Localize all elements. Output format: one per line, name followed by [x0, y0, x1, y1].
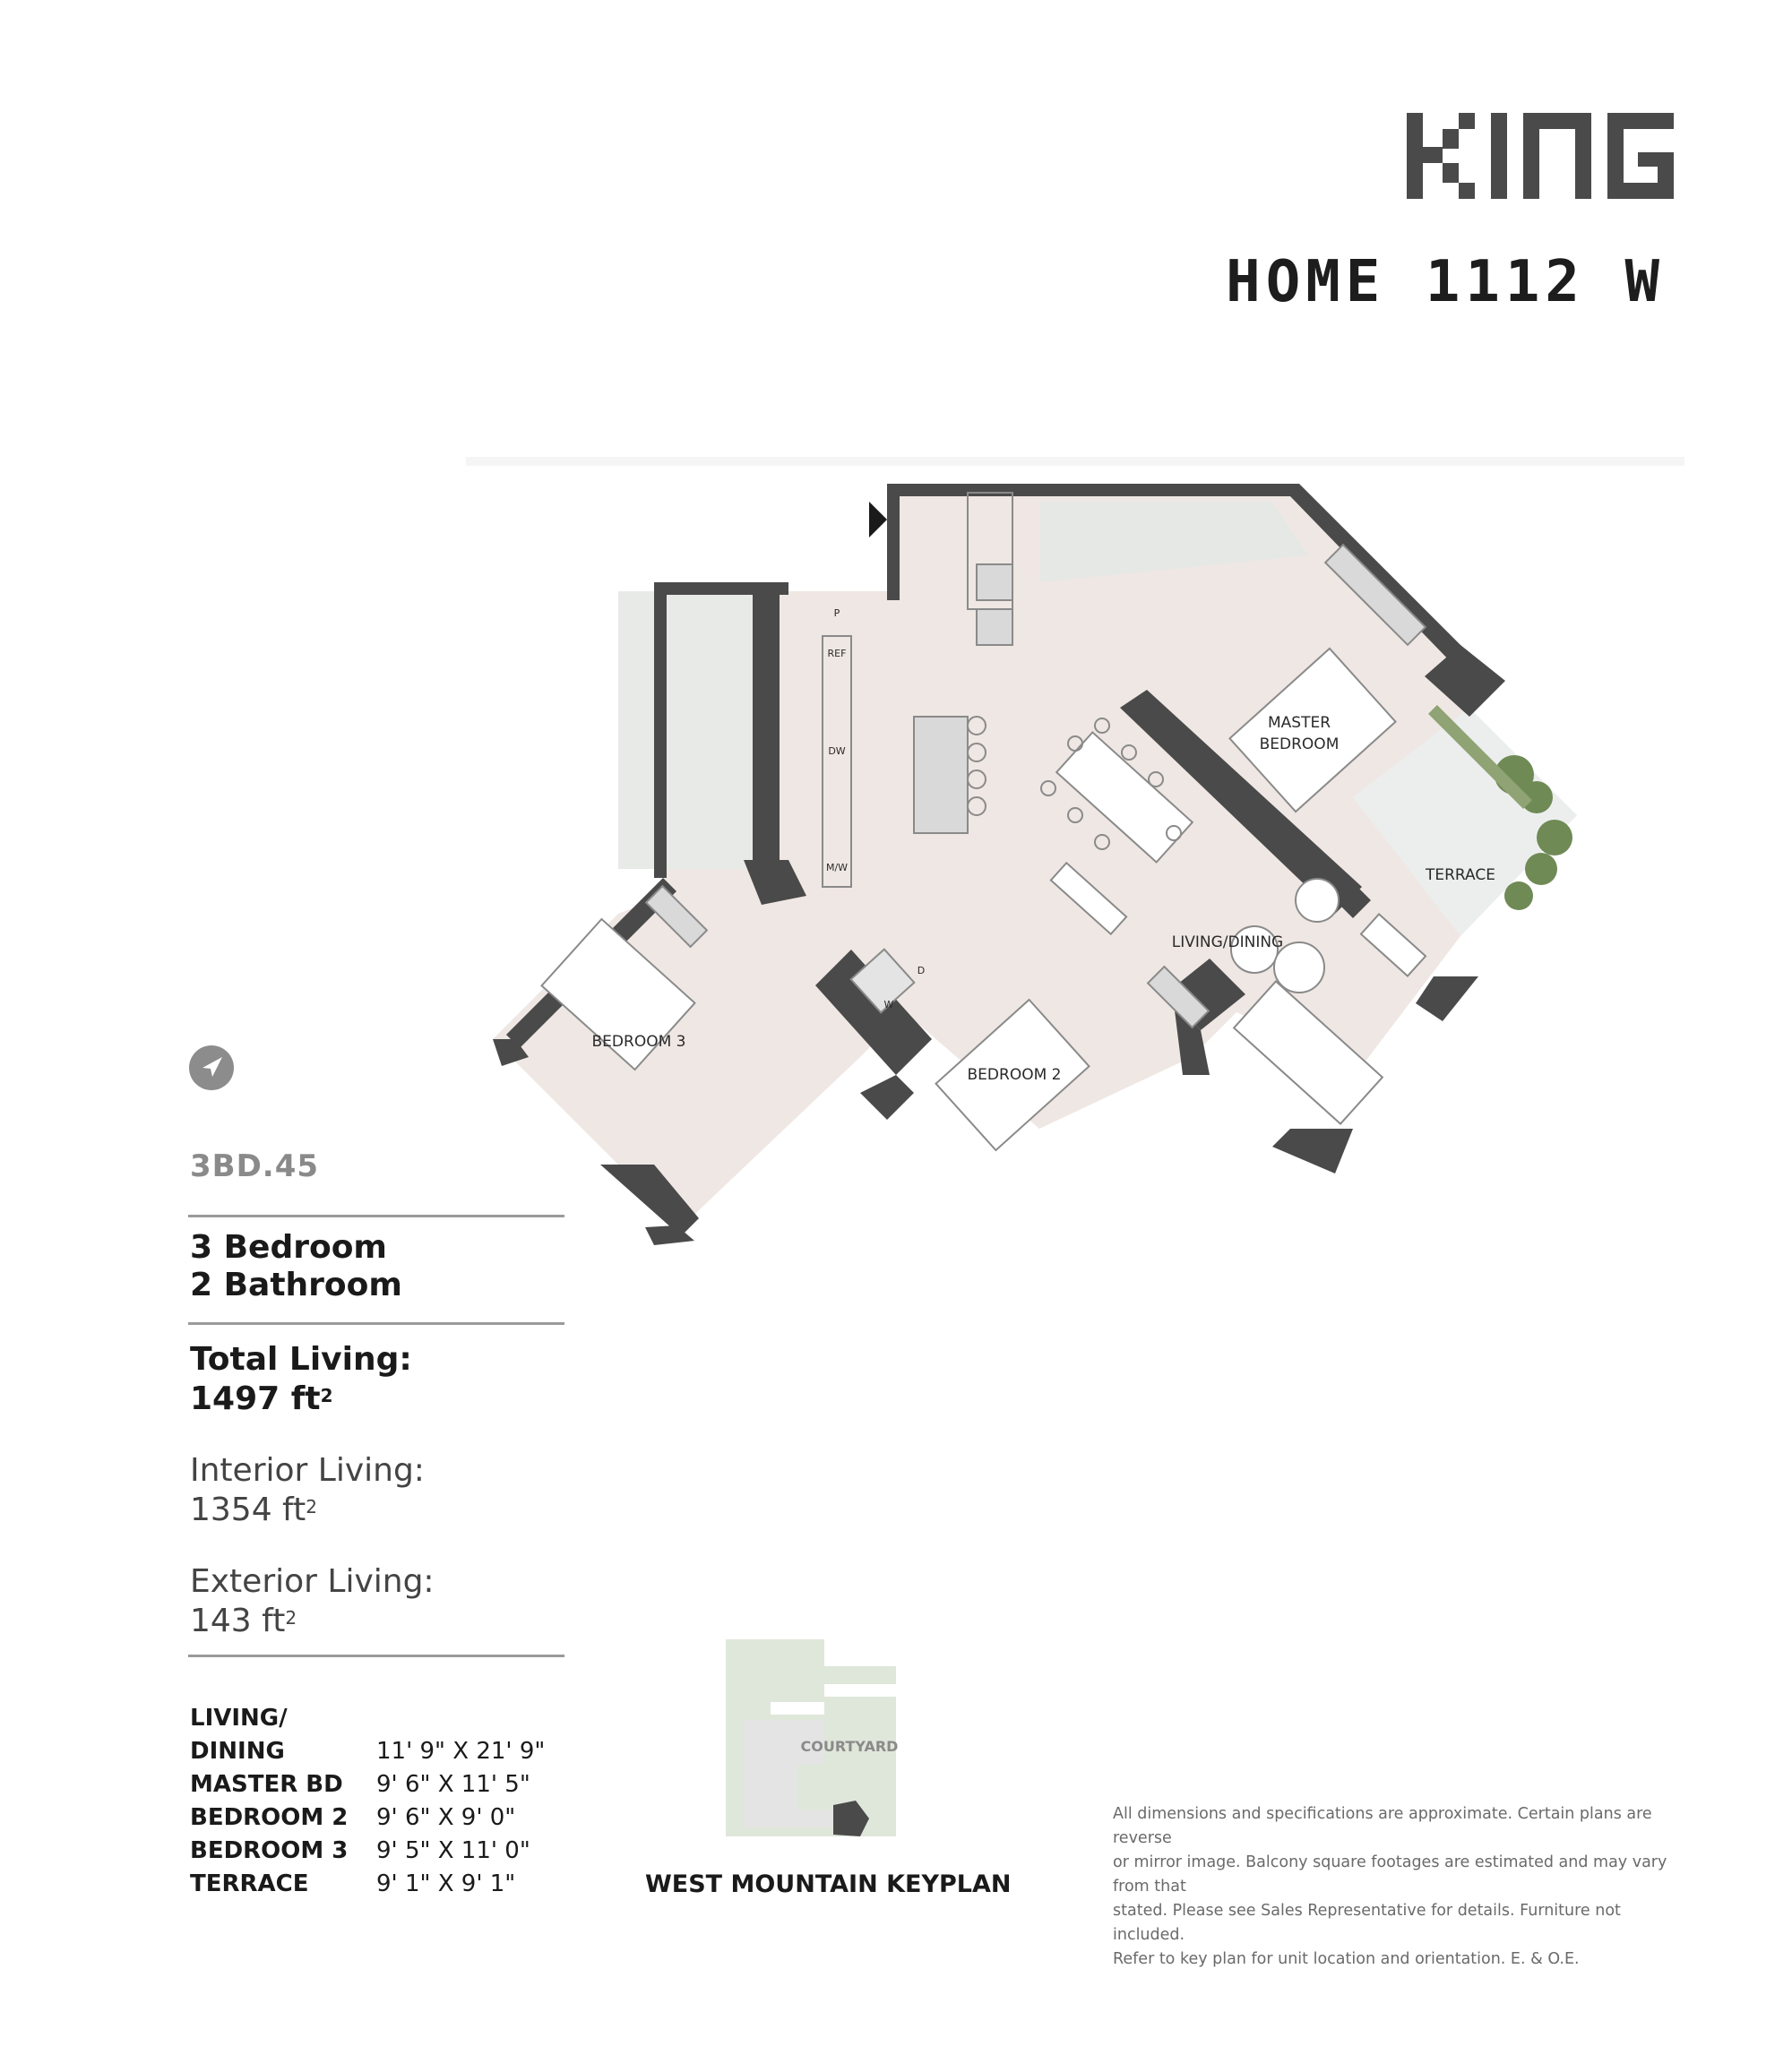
- disclaimer-line: stated. Please see Sales Representative for details. Furniture not included.: [1113, 1902, 1621, 1944]
- king-logo: [1407, 113, 1674, 199]
- dimension-row: [190, 1702, 545, 1735]
- room-dimensions: [190, 1702, 545, 1901]
- divider: [188, 1322, 564, 1325]
- interior-living-value: [190, 1491, 425, 1530]
- dimension-room: TERRACE: [190, 1870, 309, 1897]
- divider: [188, 1655, 564, 1657]
- compass-icon: [188, 1045, 235, 1091]
- keyplan-label: WEST MOUNTAIN KEYPLAN: [645, 1870, 1012, 1898]
- bedroom-count: 3 Bedroom: [190, 1229, 387, 1266]
- dishwasher-label: DW: [828, 745, 846, 757]
- dimension-value: 9' 5" X 11' 0": [376, 1837, 530, 1864]
- terrace-label: TERRACE: [1425, 866, 1496, 884]
- dimension-row: [190, 1735, 545, 1768]
- microwave-label: M/W: [825, 862, 849, 873]
- dimension-room: LIVING/: [190, 1705, 288, 1732]
- bed-bath-summary: [190, 1229, 402, 1304]
- washer-label: W: [883, 999, 894, 1010]
- keyplan-map: [717, 1630, 905, 1845]
- dimension-value: 9' 6" X 11' 5": [376, 1771, 530, 1798]
- home-title: HOME 1112 W: [1226, 249, 1665, 315]
- master-bedroom-label-1: MASTER: [1267, 714, 1331, 732]
- bathroom-count: 2 Bathroom: [190, 1267, 402, 1303]
- total-living-number: 1497 ft: [190, 1380, 321, 1417]
- dimension-value: 9' 1" X 9' 1": [376, 1870, 516, 1897]
- unit-code: 3BD.45: [190, 1148, 320, 1184]
- fridge-label: REF: [827, 648, 847, 659]
- pantry-label: P: [833, 607, 840, 619]
- dimension-value: 11' 9" X 21' 9": [376, 1738, 546, 1765]
- exterior-living-unit-sup: 2: [285, 1607, 297, 1629]
- disclaimer: [1113, 1802, 1686, 1972]
- exterior-living-number: 143 ft: [190, 1603, 286, 1639]
- dimension-room: DINING: [190, 1738, 285, 1765]
- dimension-room: BEDROOM 3: [190, 1837, 349, 1864]
- exterior-living-label: Exterior Living:: [190, 1563, 435, 1600]
- interior-living-label: Interior Living:: [190, 1452, 425, 1489]
- dryer-label: D: [917, 965, 926, 976]
- disclaimer-line: Refer to key plan for unit location and orientation. E. & O.E.: [1113, 1950, 1580, 1968]
- total-living-label: Total Living:: [190, 1341, 412, 1378]
- courtyard-label: COURTYARD: [800, 1738, 899, 1755]
- total-living: [190, 1340, 412, 1419]
- exterior-living-value: [190, 1602, 435, 1641]
- entry-arrow: [869, 502, 887, 537]
- interior-living: [190, 1451, 425, 1530]
- divider: [188, 1215, 564, 1217]
- dimension-room: MASTER BD: [190, 1771, 343, 1798]
- dimension-row: [190, 1768, 545, 1801]
- disclaimer-line: All dimensions and specifications are approximate. Certain plans are reverse: [1113, 1805, 1652, 1847]
- dimension-row: [190, 1868, 545, 1901]
- total-living-value: [190, 1380, 412, 1419]
- dimension-row: [190, 1835, 545, 1868]
- disclaimer-line: or mirror image. Balcony square footages are estimated and may vary from that: [1113, 1853, 1667, 1896]
- dimension-room: BEDROOM 2: [190, 1804, 349, 1831]
- bedroom-2-label: BEDROOM 2: [967, 1066, 1062, 1084]
- dimension-value: 9' 6" X 9' 0": [376, 1804, 516, 1831]
- master-bedroom-label-2: BEDROOM: [1259, 735, 1340, 753]
- interior-living-unit-sup: 2: [306, 1496, 317, 1517]
- total-living-unit-sup: 2: [320, 1385, 333, 1406]
- floor-plan: [466, 448, 1702, 1254]
- exterior-living: [190, 1562, 435, 1641]
- bedroom-3-label: BEDROOM 3: [591, 1033, 686, 1051]
- dimension-row: [190, 1801, 545, 1835]
- interior-living-number: 1354 ft: [190, 1492, 306, 1528]
- living-dining-label: LIVING/DINING: [1171, 933, 1284, 951]
- bathroom-floor: [618, 591, 753, 869]
